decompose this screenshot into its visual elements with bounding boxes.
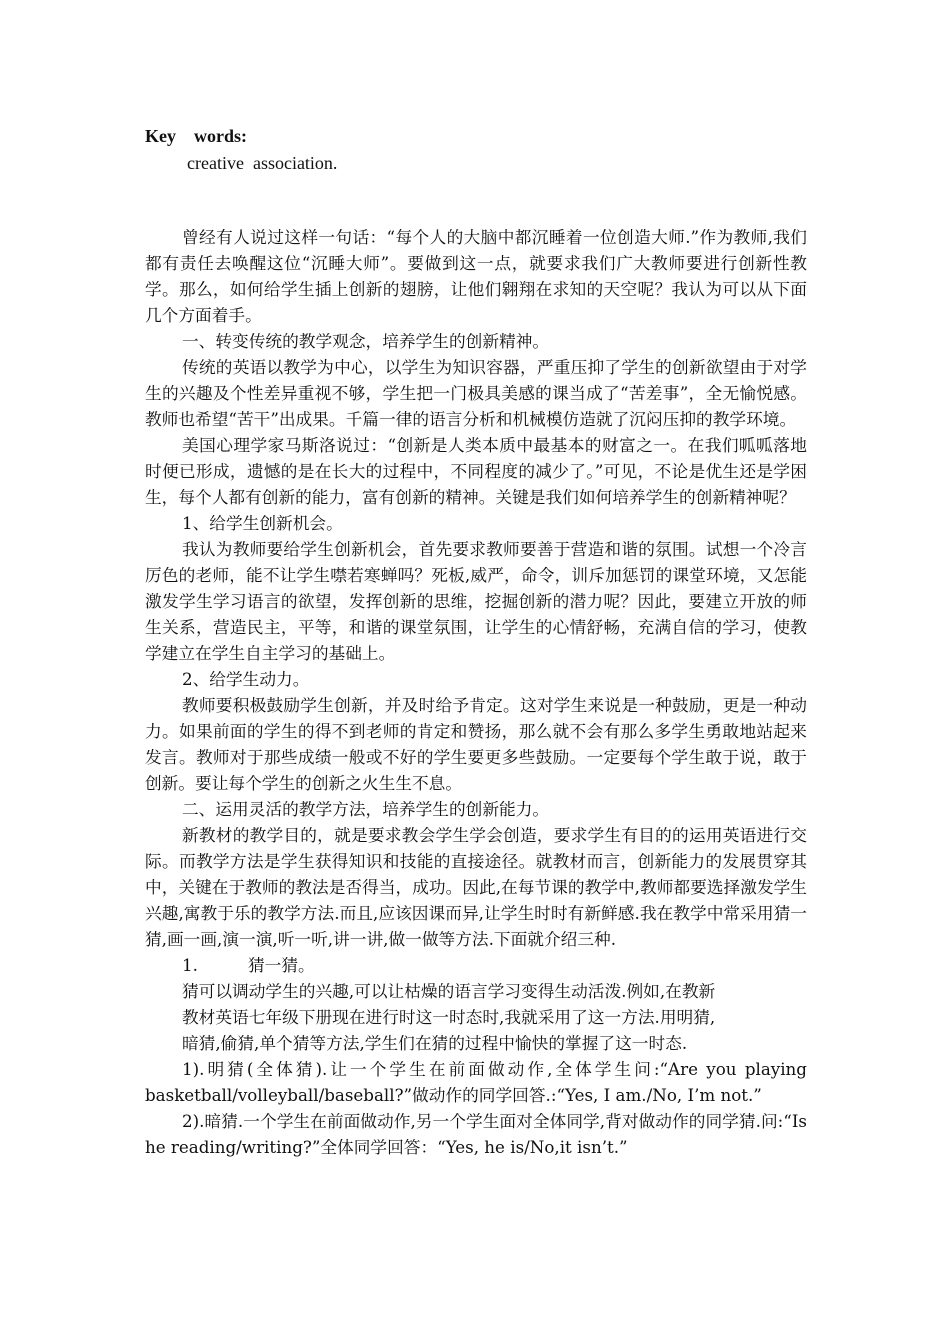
- section-heading-2: 二、运用灵活的教学方法，培养学生的创新能力。: [182, 799, 550, 819]
- paragraph: 新教材的教学目的，就是要求教会学生学会创造，要求学生有目的的运用英语进行交际。而教学方法是学生获得知识和技能的直接途径。就教材而言，创新能力的发展贯穿其中，关键在于教师的教法是否得当，成功。因此,在每节课的教学中,教师都要选择激发学生兴趣,寓教于乐的教学方法.而且,应该因课而异,让学生时时有新鲜感.我在教学中常采用猜一猜,画一画,演一演,听一听,讲一讲,做一做等方法.下面就介绍三种.: [145, 825, 807, 949]
- keywords-text: creative association.: [187, 153, 338, 173]
- list-number: 1.: [182, 955, 198, 975]
- paragraph: 美国心理学家马斯洛说过：“创新是人类本质中最基本的财富之一。在我们呱呱落地时便已形成，遗憾的是在长大的过程中，不同程度的减少了。”可见，不论是优生还是学困生，每个人都有创新的能力，富有创新的精神。关键是我们如何培养学生的创新精神呢？: [145, 435, 807, 507]
- list-text: 猜一猜。: [248, 955, 315, 975]
- example-paragraph: 2).暗猜.一个学生在前面做动作,另一个学生面对全体同学,背对做动作的同学猜.问:“Is he reading/writing?”全体同学回答：“Yes, he is/No,it isn’t.”: [145, 1111, 807, 1157]
- example-paragraph: 1).明猜(全体猜).让一个学生在前面做动作,全体学生问:“Are you playing basketball/volleyball/baseball?”做动作的同学回答.:“Yes, I am./No, I’m not.”: [145, 1059, 807, 1105]
- guess-line: 暗猜,偷猜,单个猜等方法,学生们在猜的过程中愉快的掌握了这一时态.: [182, 1033, 688, 1053]
- paragraph: 教师要积极鼓励学生创新，并及时给予肯定。这对学生来说是一种鼓励，更是一种动力。如果前面的学生的得不到老师的肯定和赞扬，那么就不会有那么多学生勇敢地站起来发言。教师对于那些成绩一般或不好的学生要更多些鼓励。一定要每个学生敢于说，敢于创新。要让每个学生的创新之火生生不息。: [145, 695, 807, 793]
- paragraph-intro: 曾经有人说过这样一句话：“每个人的大脑中都沉睡着一位创造大师.”作为教师,我们都有责任去唤醒这位“沉睡大师”。要做到这一点，就要求我们广大教师要进行创新性教学。那么，如何给学生插上创新的翅膀，让他们翱翔在求知的天空呢？我认为可以从下面几个方面着手。: [145, 227, 807, 325]
- article-body: [145, 224, 807, 1160]
- paragraph: 我认为教师要给学生创新机会，首先要求教师要善于营造和谐的氛围。试想一个冷言厉色的老师，能不让学生噤若寒蝉吗？死板,威严，命令，训斥加惩罚的课堂环境，又怎能激发学生学习语言的欲望，发挥创新的思维，挖掘创新的潜力呢？因此，要建立开放的师生关系，营造民主，平等，和谐的课堂氛围，让学生的心情舒畅，充满自信的学习，使教学建立在学生自主学习的基础上。: [145, 539, 807, 663]
- guess-line: 教材英语七年级下册现在进行时这一时态时,我就采用了这一方法.用明猜,: [182, 1007, 716, 1027]
- list-item: [145, 952, 807, 978]
- paragraph: 传统的英语以教学为中心，以学生为知识容器，严重压抑了学生的创新欲望由于对学生的兴趣及个性差异重视不够，学生把一门极具美感的课当成了“苦差事”，全无愉悦感。教师也希望“苦干”出成果。千篇一律的语言分析和机械模仿造就了沉闷压抑的教学环境。: [145, 357, 807, 429]
- subheading-1: 1、给学生创新机会。: [182, 513, 343, 533]
- subheading-2: 2、给学生动力。: [182, 669, 310, 689]
- section-heading-1: 一、转变传统的教学观念，培养学生的创新精神。: [182, 331, 550, 351]
- guess-line: 猜可以调动学生的兴趣,可以让枯燥的语言学习变得生动活泼.例如,在教新: [182, 981, 716, 1001]
- keywords-heading: Key words:: [145, 126, 247, 146]
